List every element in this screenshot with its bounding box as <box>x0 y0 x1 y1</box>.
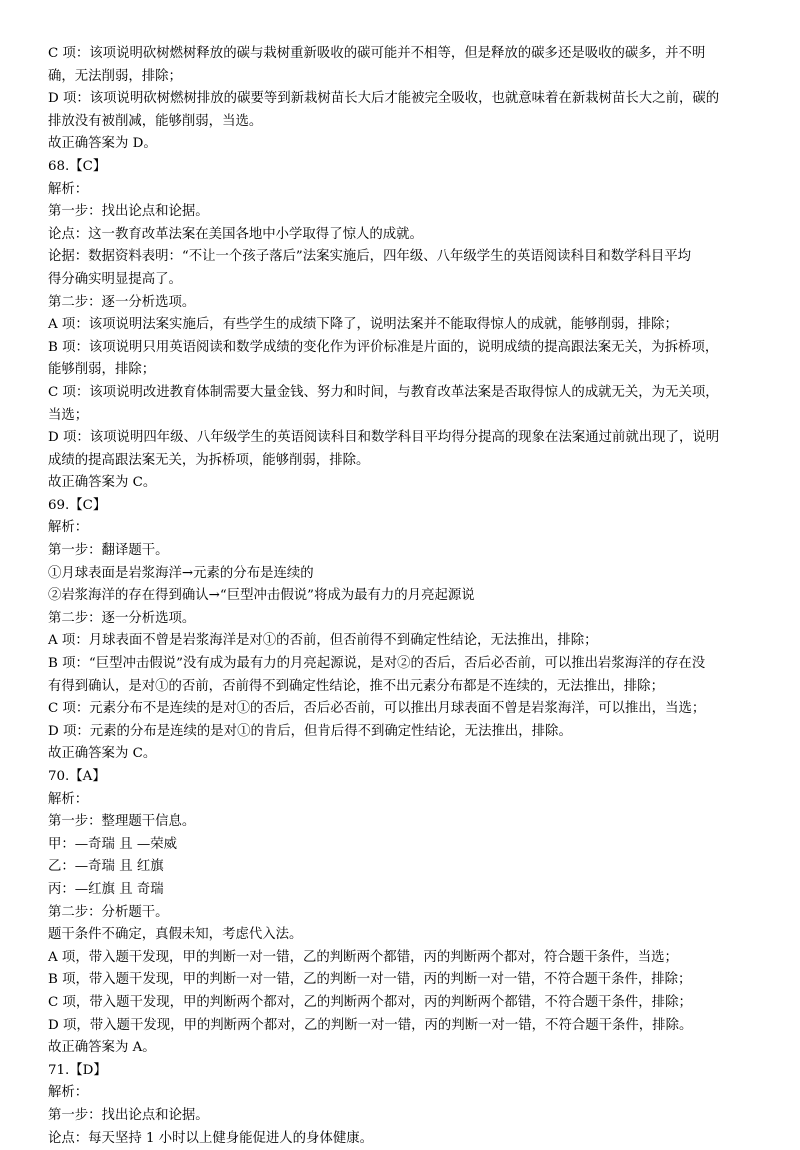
text-line: 能够削弱，排除； <box>48 359 758 382</box>
text-line: C 项：该项说明改进教育体制需要大量金钱、努力和时间，与教育改革法案是否取得惊人的成就无关，为无关项， <box>48 382 758 405</box>
text-line: 排放没有被削减，能够削弱，当选。 <box>48 111 758 134</box>
section-label: 解析： <box>48 1082 758 1105</box>
text-line: 论据：数据资料表明：“不让一个孩子落后”法案实施后，四年级、八年级学生的英语阅读科目和数学科目平均 <box>48 246 758 269</box>
text-line: ②岩浆海洋的存在得到确认→“巨型冲击假说”将成为最有力的月亮起源说 <box>48 585 758 608</box>
text-line: D 项：该项说明砍树燃树排放的碳要等到新栽树苗长大后才能被完全吸收，也就意味着在新栽树苗长大之前，碳的 <box>48 88 758 111</box>
text-line: 当选； <box>48 405 758 428</box>
step-heading: 第二步：分析题干。 <box>48 902 758 925</box>
answer-line: 故正确答案为 C。 <box>48 472 758 495</box>
text-line: 成绩的提高跟法案无关，为拆桥项，能够削弱，排除。 <box>48 450 758 473</box>
text-line: D 项：该项说明四年级、八年级学生的英语阅读科目和数学科目平均得分提高的现象在法案通过前就出现了，说明 <box>48 427 758 450</box>
text-line: 丙：—红旗 且 奇瑞 <box>48 879 758 902</box>
text-line: 乙：—奇瑞 且 红旗 <box>48 856 758 879</box>
text-line: A 项，带入题干发现，甲的判断一对一错，乙的判断两个都错，丙的判断两个都对，符合题干条件，当选； <box>48 947 758 970</box>
section-label: 解析： <box>48 789 758 812</box>
text-line: C 项，带入题干发现，甲的判断两个都对，乙的判断两个都对，丙的判断两个都错，不符合题干条件，排除； <box>48 992 758 1015</box>
text-line: ①月球表面是岩浆海洋→元素的分布是连续的 <box>48 563 758 586</box>
question-number: 68.【C】 <box>48 156 758 179</box>
text-line: B 项，带入题干发现，甲的判断一对一错，乙的判断一对一错，丙的判断一对一错，不符合题干条件，排除； <box>48 969 758 992</box>
step-heading: 第二步：逐一分析选项。 <box>48 292 758 315</box>
text-line: B 项：该项说明只用英语阅读和数学成绩的变化作为评价标准是片面的，说明成绩的提高跟法案无关，为拆桥项， <box>48 337 758 360</box>
text-line: 有得到确认，是对①的否前，否前得不到确定性结论，推不出元素分布都是不连续的，无法推出，排除； <box>48 676 758 699</box>
step-heading: 第一步：找出论点和论据。 <box>48 201 758 224</box>
answer-line: 故正确答案为 D。 <box>48 133 758 156</box>
step-heading: 第一步：找出论点和论据。 <box>48 1105 758 1128</box>
step-heading: 第一步：翻译题干。 <box>48 540 758 563</box>
section-label: 解析： <box>48 517 758 540</box>
text-line: C 项：该项说明砍树燃树释放的碳与栽树重新吸收的碳可能并不相等，但是释放的碳多还是吸收的碳多，并不明 <box>48 43 758 66</box>
text-line: 论点：每天坚持 1 小时以上健身能促进人的身体健康。 <box>48 1128 758 1150</box>
step-heading: 第二步：逐一分析选项。 <box>48 608 758 631</box>
text-line: 甲：—奇瑞 且 —荣威 <box>48 834 758 857</box>
text-line: 题干条件不确定，真假未知，考虑代入法。 <box>48 924 758 947</box>
answer-line: 故正确答案为 C。 <box>48 743 758 766</box>
text-line: D 项：元素的分布是连续的是对①的肯后，但肯后得不到确定性结论，无法推出，排除。 <box>48 721 758 744</box>
step-heading: 第一步：整理题干信息。 <box>48 811 758 834</box>
section-label: 解析： <box>48 179 758 202</box>
question-number: 69.【C】 <box>48 495 758 518</box>
text-line: A 项：月球表面不曾是岩浆海洋是对①的否前，但否前得不到确定性结论，无法推出，排除； <box>48 630 758 653</box>
text-line: B 项：“巨型冲击假说”没有成为最有力的月亮起源说，是对②的否后，否后必否前，可以推出岩浆海洋的存在没 <box>48 653 758 676</box>
answer-line: 故正确答案为 A。 <box>48 1037 758 1060</box>
text-line: C 项：元素分布不是连续的是对①的否后，否后必否前，可以推出月球表面不曾是岩浆海洋，可以推出，当选； <box>48 698 758 721</box>
text-line: 得分确实明显提高了。 <box>48 269 758 292</box>
question-number: 70.【A】 <box>48 766 758 789</box>
document-page <box>48 43 758 1150</box>
text-line: 确，无法削弱，排除； <box>48 66 758 89</box>
text-line: A 项：该项说明法案实施后，有些学生的成绩下降了，说明法案并不能取得惊人的成就，能够削弱，排除； <box>48 314 758 337</box>
text-line: 论点：这一教育改革法案在美国各地中小学取得了惊人的成就。 <box>48 224 758 247</box>
text-line: D 项，带入题干发现，甲的判断两个都对，乙的判断一对一错，丙的判断一对一错，不符合题干条件，排除。 <box>48 1015 758 1038</box>
question-number: 71.【D】 <box>48 1060 758 1083</box>
